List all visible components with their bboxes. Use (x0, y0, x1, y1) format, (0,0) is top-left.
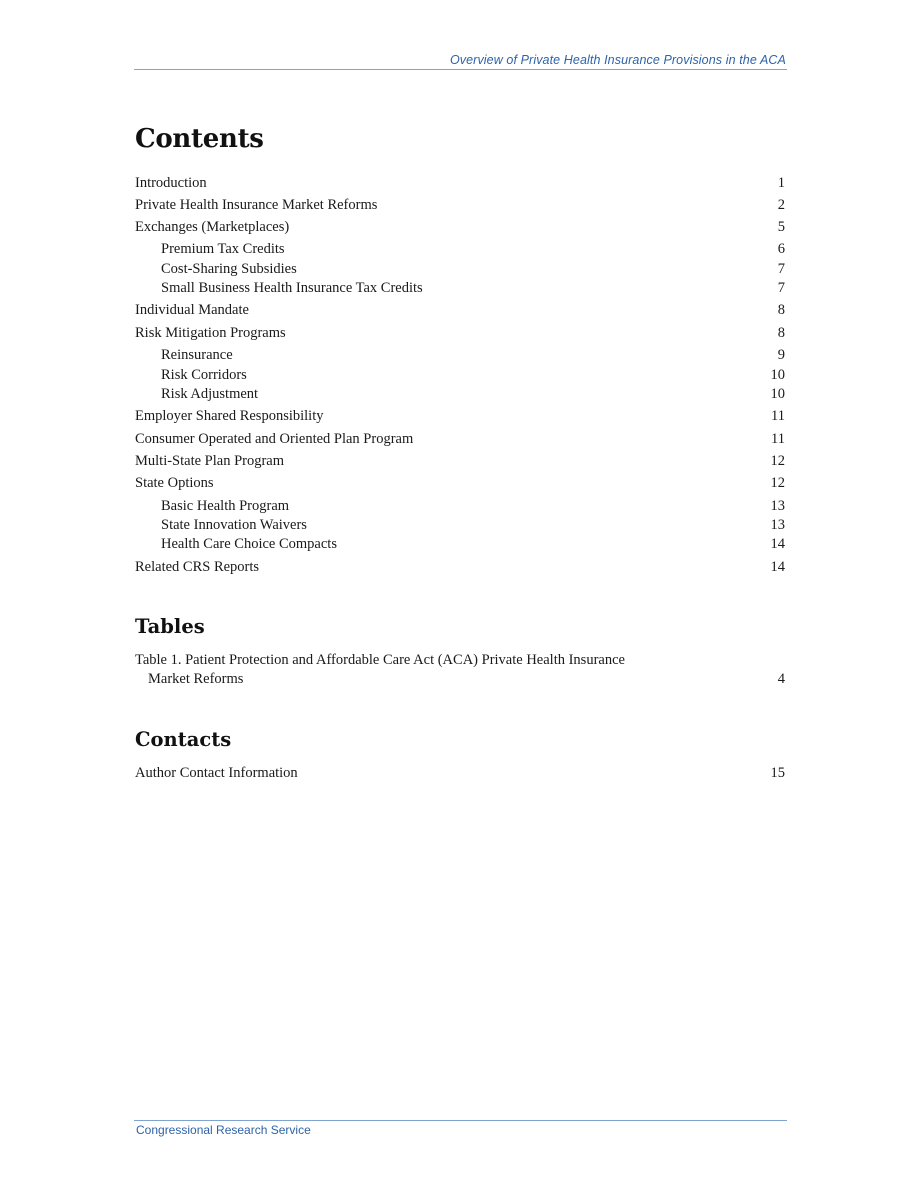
toc-entry-label: Employer Shared Responsibility (135, 408, 324, 424)
toc-entry[interactable] (135, 429, 785, 449)
toc-entry-page: 14 (770, 536, 785, 552)
toc-entry-page: 9 (777, 347, 785, 363)
toc-entry-label: Basic Health Program (161, 497, 290, 514)
toc-entry[interactable] (135, 557, 785, 577)
toc-entry-page: 8 (777, 325, 785, 341)
tables-heading: Tables (135, 615, 205, 638)
toc-entry-page: 2 (777, 197, 785, 213)
toc-entry-line[interactable]: Table 1. Patient Protection and Affordable Care Act (ACA) Private Health Insurance (135, 652, 625, 668)
header-rule (134, 69, 787, 70)
running-header: Overview of Private Health Insurance Provisions in the ACA (449, 53, 786, 67)
toc-entry[interactable] (135, 300, 785, 320)
toc-entry-label: Related CRS Reports (135, 558, 260, 575)
contacts-heading: Contacts (135, 728, 232, 751)
toc-entry[interactable] (135, 763, 785, 783)
toc-entry-label: Cost-Sharing Subsidies (161, 260, 297, 277)
toc-entry[interactable] (135, 451, 785, 471)
toc-entry[interactable] (135, 195, 785, 215)
footer-rule (134, 1120, 787, 1121)
toc-entry[interactable] (148, 669, 785, 689)
toc-entry-label: Health Care Choice Compacts (161, 536, 337, 552)
toc-entry-label: Market Reforms (148, 671, 244, 687)
toc-entry[interactable] (135, 406, 785, 426)
toc-subentry[interactable] (161, 515, 785, 535)
toc-entry-page: 10 (770, 386, 785, 402)
toc-entry-page: 6 (777, 241, 785, 257)
toc-entry-page: 4 (777, 671, 785, 687)
toc-subentry[interactable] (161, 259, 785, 279)
toc-entry-label: State Innovation Waivers (161, 517, 307, 533)
toc-entry-label: Premium Tax Credits (161, 241, 285, 257)
toc-subentry[interactable] (161, 278, 785, 298)
toc-entry-page: 7 (777, 260, 785, 277)
toc-entry-label: Author Contact Information (135, 765, 298, 781)
toc-entry-page: 12 (770, 453, 785, 469)
toc-entry-label: Private Health Insurance Market Reforms (135, 197, 378, 213)
toc-entry[interactable] (135, 323, 785, 343)
toc-entry-page: 7 (777, 280, 785, 296)
toc-entry-label: Introduction (135, 175, 207, 191)
toc-entry-page: 1 (777, 175, 785, 191)
running-footer: Congressional Research Service (136, 1123, 311, 1137)
toc-entry[interactable] (135, 217, 785, 237)
toc-entry-label: Risk Corridors (161, 366, 247, 383)
toc-entry[interactable] (135, 473, 785, 493)
toc-subentry[interactable] (161, 496, 785, 516)
toc-entry-label: Consumer Operated and Oriented Plan Program (135, 430, 414, 447)
toc-entry-page: 12 (770, 475, 785, 491)
toc-entry-label: Reinsurance (161, 347, 233, 363)
toc-entry-page: 13 (770, 517, 785, 533)
toc-subentry[interactable] (161, 365, 785, 385)
toc-entry-label: State Options (135, 475, 214, 491)
toc-subentry[interactable] (161, 345, 785, 365)
toc-entry-page: 11 (771, 430, 785, 447)
toc-entry-label: Multi-State Plan Program (135, 453, 285, 469)
toc-entry-label: Small Business Health Insurance Tax Credits (161, 280, 423, 296)
toc-entry-page: 13 (770, 497, 785, 514)
toc-entry-label: Risk Adjustment (161, 386, 259, 402)
toc-subentry[interactable] (161, 384, 785, 404)
toc-entry[interactable] (135, 173, 785, 193)
toc-entry-label: Individual Mandate (135, 302, 249, 318)
toc-entry-label: Exchanges (Marketplaces) (135, 219, 290, 235)
toc-entry-page: 14 (770, 558, 785, 575)
contents-heading: Contents (135, 124, 264, 154)
toc-subentry[interactable] (161, 534, 785, 554)
toc-subentry[interactable] (161, 239, 785, 259)
toc-entry-page: 11 (771, 408, 785, 424)
toc-entry-label: Risk Mitigation Programs (135, 325, 286, 341)
toc-entry-page: 10 (770, 366, 785, 383)
toc-entry-page: 15 (770, 765, 785, 781)
toc-entry-page: 5 (777, 219, 785, 235)
toc-entry-page: 8 (777, 302, 785, 318)
